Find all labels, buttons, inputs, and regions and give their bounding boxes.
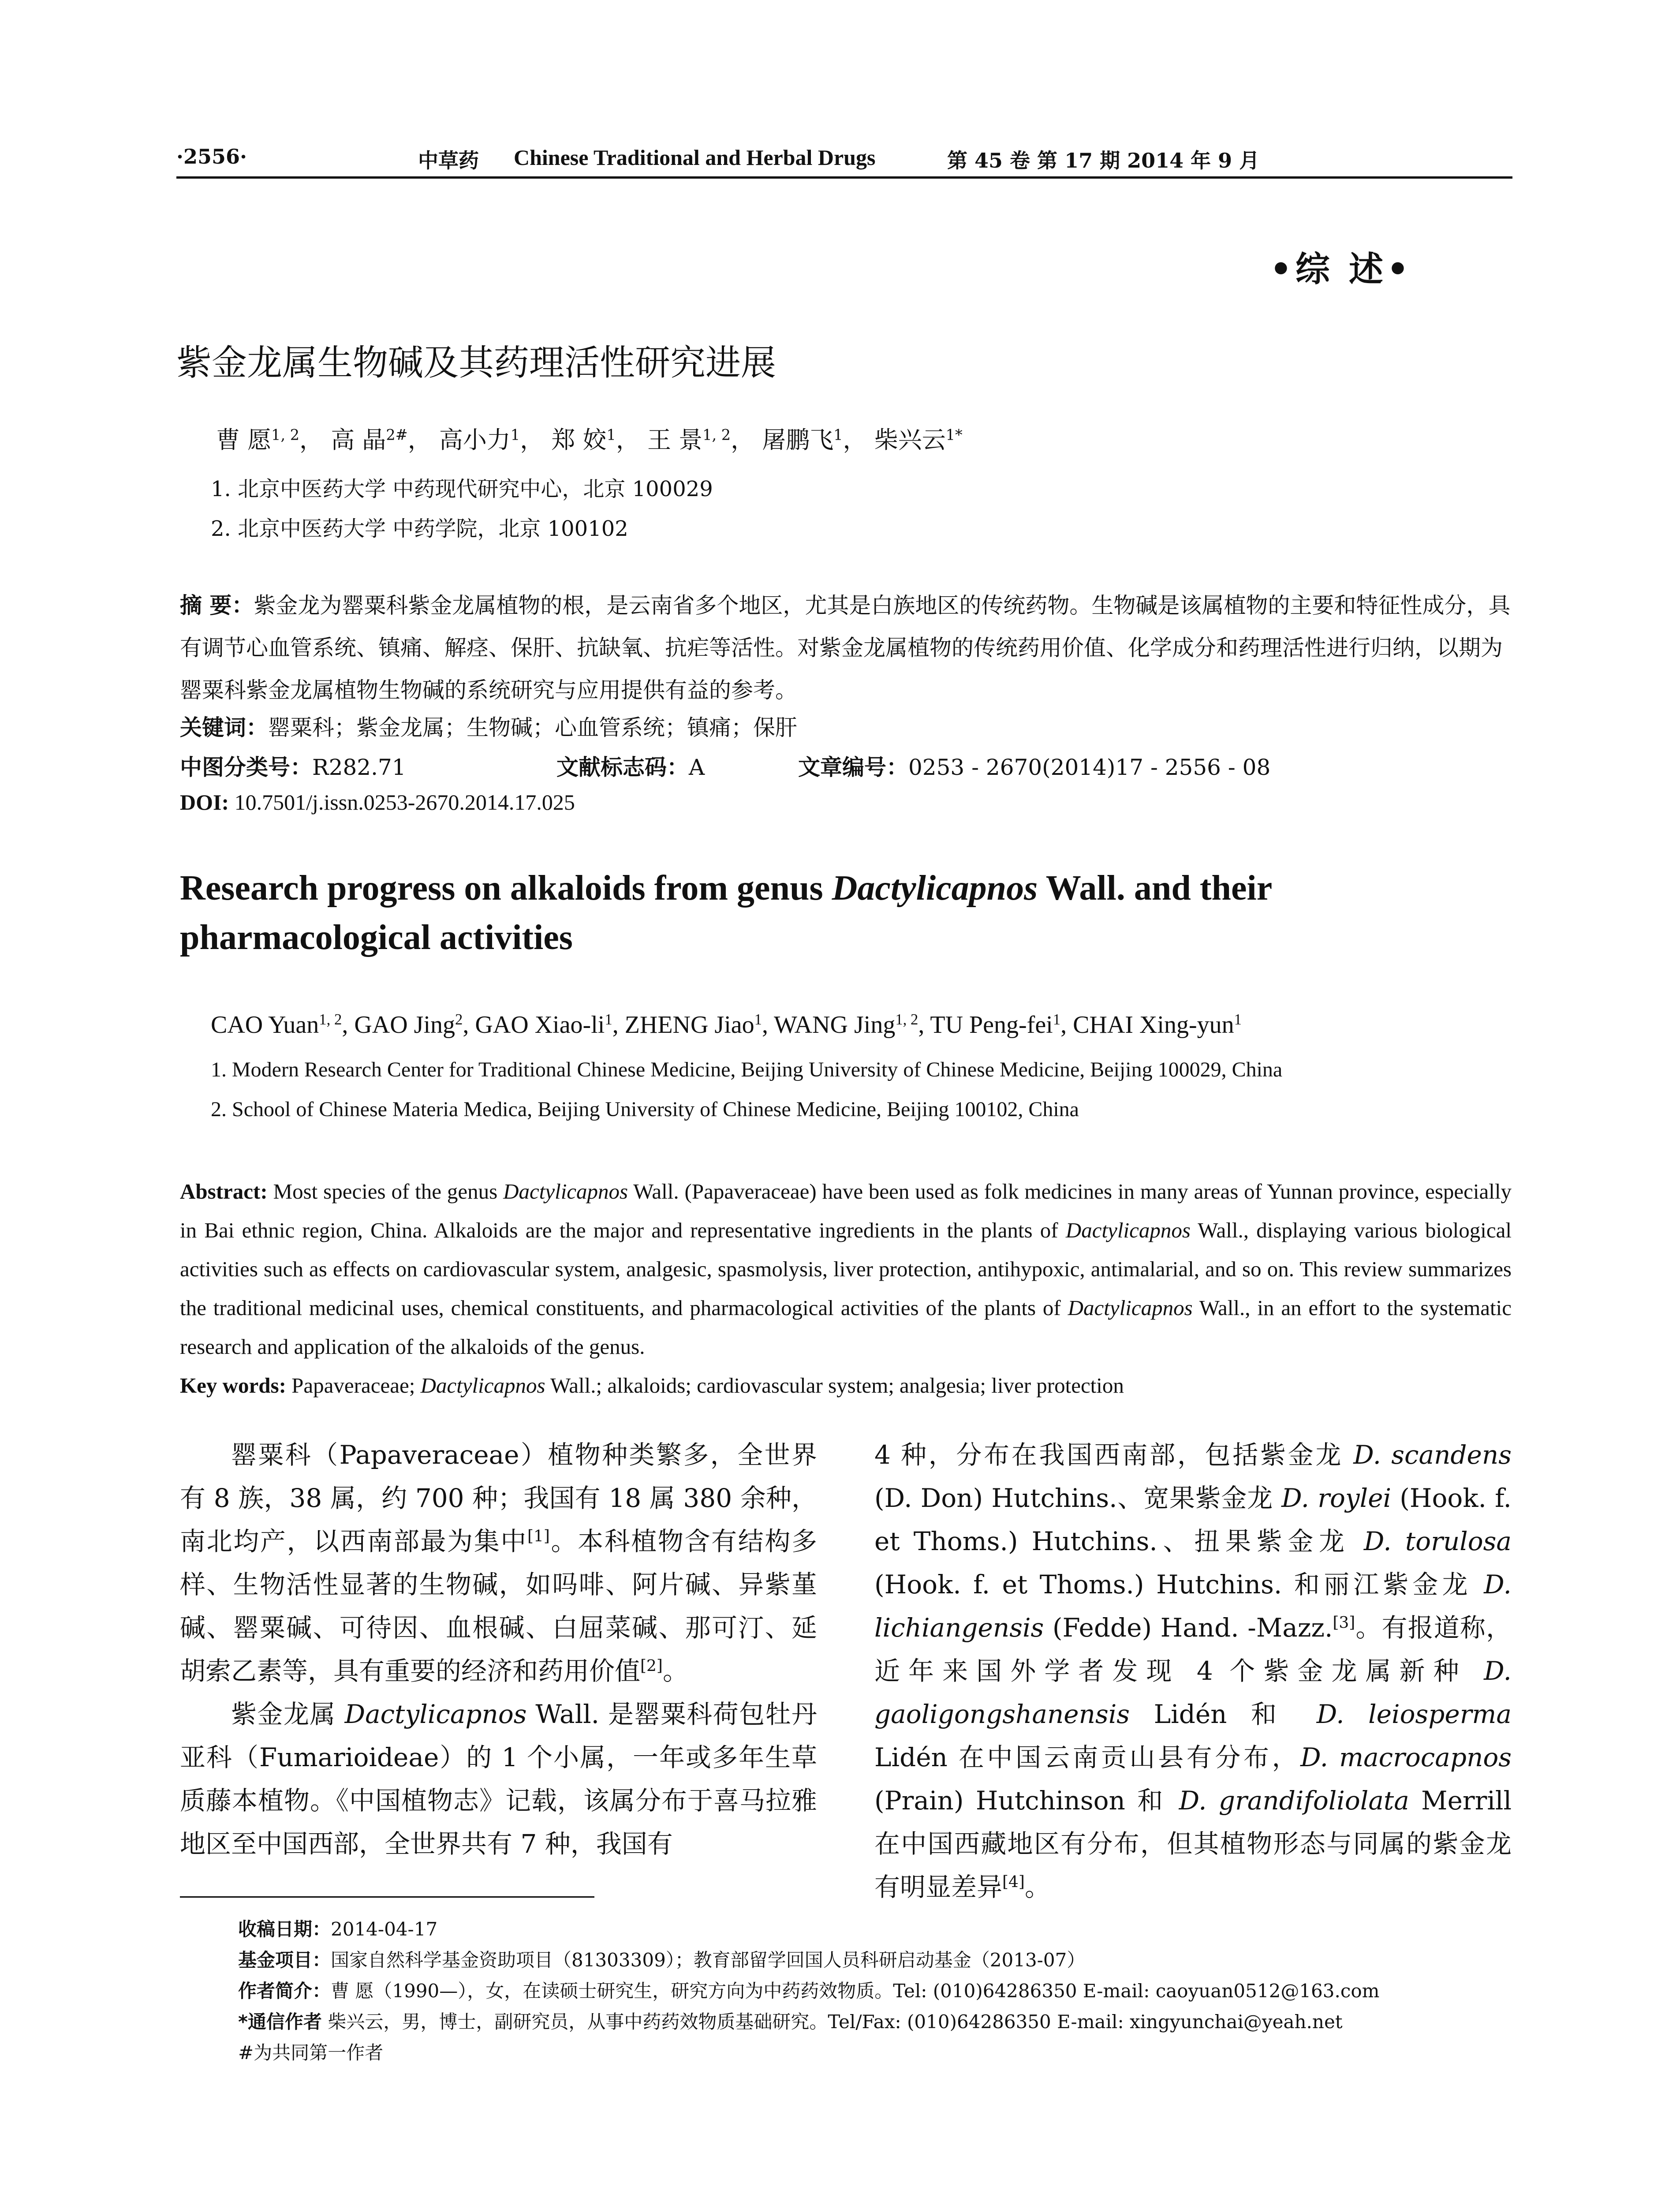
author-name: 曹 愿 (216, 426, 272, 454)
body-text: Wall. 是罂粟科荷包牡丹亚科（Fumarioideae）的 1 个小属，一年或多年生草质藤本植物。《中国植物志》记载，该属分布于喜马拉雅地区至中国西部，全世界共有 7 种，我国有 (180, 1699, 818, 1859)
author-name: , CHAI Xing-yun (1060, 1011, 1234, 1039)
en-keywords-genus: Dactylicapnos (420, 1373, 545, 1398)
author-affil-sup: 1, 2 (319, 1010, 342, 1028)
author-name: 王 景 (647, 426, 703, 454)
author-affil-sup: 1, 2 (271, 426, 300, 444)
body-paragraph (180, 1693, 817, 1865)
author-affil-sup: 1 (1053, 1010, 1061, 1028)
en-keywords-label: Key words: (180, 1373, 286, 1398)
body-text: 4 种，分布在我国西南部，包括紫金龙 (874, 1440, 1354, 1470)
species-name: D. leiosperma (1316, 1699, 1512, 1729)
author-name: , GAO Xiao-li (463, 1011, 605, 1039)
doc-code-label: 文献标志码： (556, 755, 689, 780)
en-affiliation-1: 1. Modern Research Center for Traditional Chinese Medicine, Beijing University of Chinese Medicine, Beijing 100029, China (211, 1058, 1283, 1081)
clc-label: 中图分类号： (180, 755, 312, 780)
body-text: 罂粟科（Papaveraceae）植物种类繁多，全世界有 8 族，38 属，约 700 种；我国有 18 属 380 余种，南北均产，以西南部最为集中 (180, 1440, 817, 1556)
footnote-label: 基金项目： (238, 1949, 331, 1971)
body-paragraph (180, 1433, 817, 1693)
journal-name-en: Chinese Traditional and Herbal Drugs (514, 145, 876, 170)
author-name: 高小力 (439, 426, 511, 454)
en-title (180, 863, 1503, 962)
cn-keywords (180, 710, 797, 742)
body-text: (Fedde) Hand. -Mazz. (1044, 1613, 1333, 1643)
footnote-received (238, 1914, 437, 1945)
author-name: 郑 姣 (551, 426, 607, 454)
body-text: 。有报道称，近年来国外学者发现 4 个紫金龙属新种 (874, 1613, 1512, 1686)
en-abstract-genus: Dactylicapnos (503, 1179, 628, 1203)
cn-affiliation-1: 1. 北京中医药大学 中药现代研究中心，北京 100029 (211, 477, 713, 501)
species-name: D. torulosa (1363, 1526, 1512, 1556)
doi-value: 10.7501/j.issn.0253-2670.2014.17.025 (234, 790, 575, 815)
citation: [3] (1333, 1614, 1355, 1632)
body-text: (Prain) Hutchinson 和 (874, 1786, 1179, 1816)
doi-line (180, 789, 575, 815)
en-keywords-text: Papaveraceae; (286, 1373, 421, 1398)
citation: [1] (527, 1527, 550, 1546)
author-affil-sup: 1 (510, 426, 520, 444)
body-text: 。本科植物含有结构多样、生物活性显著的生物碱，如吗啡、阿片碱、异紫堇碱、罂粟碱、可待因、血根碱、白屈菜碱、那可汀、延胡索乙素等，具有重要的经济和药用价值 (180, 1526, 817, 1686)
en-keywords-text: Wall.; alkaloids; cardiovascular system; analgesia; liver protection (545, 1373, 1124, 1398)
footnote-rule (180, 1896, 594, 1898)
article-number-label: 文章编号： (798, 755, 908, 780)
species-name: D. grandifoliolata (1179, 1786, 1409, 1816)
cn-authors: 曹 愿$^{1, 2}$， 高 晶$^{2\#}$， 高小力$^1$， 郑 姣$^1$， 王 景$^{1, 2}$， 屠鹏飞$^1$， 柴兴云$^{1*}$ (216, 426, 963, 454)
author-affil-sup: 2# (386, 426, 408, 444)
issue-info: 第 45 卷 第 17 期 2014 年 9 月 (947, 149, 1260, 172)
footnote-label: 收稿日期： (238, 1918, 331, 1940)
header-rule (176, 176, 1512, 179)
species-name: D. gaoligongshanensis (874, 1656, 1512, 1729)
species-name: D. macrocapnos (1300, 1742, 1512, 1772)
author-name: , GAO Jing (342, 1011, 455, 1039)
cn-abstract (180, 584, 1512, 711)
footnote-text: 2014-04-17 (331, 1918, 438, 1940)
body-text: 。 (1024, 1872, 1050, 1902)
footnote-text: 柴兴云，男，博士，副研究员，从事中药药效物质基础研究。Tel/Fax: (010)64286350 E-mail: xingyunchai@yeah.net (321, 2011, 1343, 2033)
author-name: 柴兴云 (874, 426, 946, 454)
author-affil-sup: 1* (945, 426, 963, 444)
en-abstract (180, 1172, 1512, 1405)
body-column-right (874, 1433, 1512, 1909)
clc-value: R282.71 (312, 755, 406, 780)
page-number: ·2556· (176, 145, 247, 168)
footnote-label: 作者简介： (238, 1980, 331, 2002)
body-text: Merrill 在中国西藏地区有分布，但其植物形态与同属的紫金龙有明显差异 (874, 1786, 1512, 1902)
body-text: (Hook. f. et Thoms.) Hutchins.、扭果紫金龙 (874, 1483, 1512, 1556)
en-title-text: Research progress on alkaloids from genus (180, 869, 832, 908)
species-name: D. scandens (1353, 1440, 1512, 1470)
body-text: Lidén 在中国云南贡山县有分布， (874, 1742, 1301, 1772)
article-number-value: 0253 - 2670(2014)17 - 2556 - 08 (908, 755, 1271, 780)
author-name: CAO Yuan (211, 1011, 319, 1039)
footnote-label: *通信作者 (238, 2011, 322, 2033)
citation: [4] (1002, 1873, 1025, 1891)
author-affil-sup: 1 (833, 426, 843, 444)
en-abstract-genus: Dactylicapnos (1065, 1218, 1191, 1242)
en-abstract-text: Wall., in an effort to the systematic research and application of the alkaloids of the genus. (180, 1296, 1512, 1359)
author-affil-sup: 1 (1234, 1010, 1242, 1028)
author-name: , ZHENG Jiao (612, 1011, 754, 1039)
footnote-text: 曹 愿（1990—），女，在读硕士研究生，研究方向为中药药效物质。Tel: (010)64286350 E-mail: caoyuan0512@163.com (331, 1980, 1380, 2002)
species-name: D. roylei (1281, 1483, 1392, 1513)
body-column-left (180, 1433, 817, 1865)
body-text: 紫金龙属 (231, 1699, 345, 1729)
author-affil-sup: 1 (754, 1010, 762, 1028)
cn-abstract-text: 紫金龙为罂粟科紫金龙属植物的根，是云南省多个地区，尤其是白族地区的传统药物。生物碱是该属植物的主要和特征性成分，具有调节心血管系统、镇痛、解痉、保肝、抗缺氧、抗疟等活性。对紫金龙属植物的传统药用价值、化学成分和药理活性进行归纳，以期为罂粟科紫金龙属植物生物碱的系统研究与应用提供有益的参考。 (180, 593, 1511, 703)
footnote-text: 国家自然科学基金资助项目（81303309）；教育部留学回国人员科研启动基金（2013-07） (331, 1949, 1086, 1971)
cn-title: 紫金龙属生物碱及其药理活性研究进展 (176, 342, 776, 383)
cn-keywords-text: 罂粟科；紫金龙属；生物碱；心血管系统；镇痛；保肝 (268, 715, 797, 740)
article-number-line (798, 750, 1270, 781)
en-abstract-text: Wall., displaying various biological activities such as effects on cardiovascular system, analgesic, spasmolysis, liver protection, antihypoxic, antimalarial, and so on. This review summarizes the traditional medicinal uses, chemical constituents, and pharmacological activities of the plants of (180, 1218, 1512, 1320)
journal-name-cn: 中草药 (418, 149, 479, 172)
doc-code-line (556, 750, 705, 781)
en-abstract-text: Wall. (Papaveraceae) have been used as folk medicines in many areas of Yunnan province, especially in Bai ethnic region, China. Alkaloids are the major and representative ingredients in the plants of (180, 1179, 1512, 1242)
citation: [2] (640, 1657, 663, 1675)
author-name: 屠鹏飞 (762, 426, 834, 454)
cn-affiliation-2: 2. 北京中医药大学 中药学院，北京 100102 (211, 516, 628, 541)
en-affiliation-2: 2. School of Chinese Materia Medica, Beijing University of Chinese Medicine, Beijing 100102, China (211, 1098, 1079, 1121)
footnote-cofirst: #为共同第一作者 (238, 2042, 384, 2063)
cn-keywords-label: 关键词： (180, 715, 268, 740)
en-abstract-label: Abstract: (180, 1179, 268, 1203)
section-tag: •综 述• (1270, 249, 1412, 289)
en-title-genus: Dactylicapnos (832, 869, 1038, 908)
en-abstract-text: Most species of the genus (267, 1179, 504, 1203)
en-abstract-genus: Dactylicapnos (1068, 1296, 1193, 1320)
footnote-corresponding (238, 2007, 1343, 2037)
footnote-author (238, 1976, 1379, 2007)
author-affil-sup: 1 (606, 426, 616, 444)
author-name: , WANG Jing (762, 1011, 896, 1039)
doc-code-value: A (689, 755, 705, 780)
author-affil-sup: 2 (455, 1010, 463, 1028)
body-paragraph (874, 1433, 1512, 1909)
body-text: (Hook. f. et Thoms.) Hutchins. 和丽江紫金龙 (874, 1570, 1484, 1600)
author-affil-sup: 1 (605, 1010, 612, 1028)
body-text: (D. Don) Hutchins.、宽果紫金龙 (874, 1483, 1282, 1513)
species-name: D. lichiangensis (874, 1570, 1512, 1643)
footnote-fund (238, 1945, 1085, 1976)
author-name: 高 晶 (331, 426, 386, 454)
en-title-text: Wall. and their pharmacological activities (180, 869, 1272, 957)
doi-label: DOI: (180, 790, 229, 815)
body-text: Lidén 和 (1130, 1699, 1317, 1729)
genus-name: Dactylicapnos (344, 1699, 527, 1729)
en-authors (211, 1011, 1242, 1039)
clc-line (180, 750, 406, 781)
author-name: , TU Peng-fei (918, 1011, 1053, 1039)
author-affil-sup: 1, 2 (895, 1010, 918, 1028)
author-affil-sup: 1, 2 (702, 426, 731, 444)
body-text: 。 (662, 1656, 688, 1686)
cn-abstract-label: 摘 要： (180, 593, 254, 618)
